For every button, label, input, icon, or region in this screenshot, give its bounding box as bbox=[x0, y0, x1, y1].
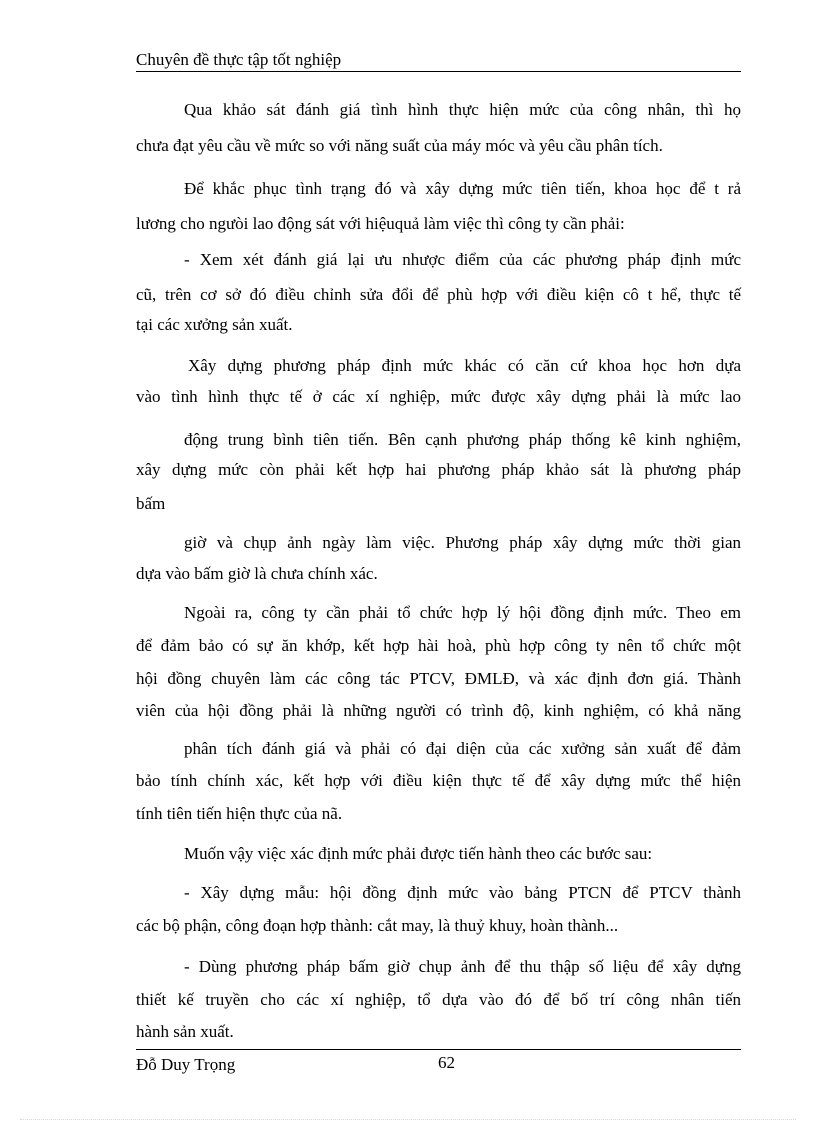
text-line: - Dùng phương pháp bấm giờ chụp ảnh để thu thập số liệu để xây dựng bbox=[184, 957, 741, 976]
text-line: dựa vào bấm giờ là chưa chính xác. bbox=[136, 564, 378, 583]
text-line: chưa đạt yêu cầu về mức so với năng suất của máy móc và yêu cầu phân tích. bbox=[136, 136, 663, 155]
text-line: bấm bbox=[136, 494, 166, 513]
page-number: 62 bbox=[438, 1053, 455, 1072]
text-line: hội đồng chuyên làm các công tác PTCV, ĐMLĐ, và xác định đơn giá. Thành bbox=[136, 669, 741, 688]
text-line: Qua khảo sát đánh giá tình hình thực hiện mức của công nhân, thì họ bbox=[184, 100, 741, 119]
text-line: phân tích đánh giá và phải có đại diện của các xưởng sản xuất để đảm bbox=[184, 739, 741, 758]
text-line: - Xem xét đánh giá lại ưu nhược điểm của các phương pháp định mức bbox=[184, 250, 741, 269]
page-bottom-edge bbox=[20, 1119, 796, 1120]
text-line: bảo tính chính xác, kết hợp với điều kiện thực tế để xây dựng mức thể hiện bbox=[136, 771, 741, 790]
text-line: để đảm bảo có sự ăn khớp, kết hợp hài hoà, phù hợp công ty nên tổ chức một bbox=[136, 636, 741, 655]
text-line: cũ, trên cơ sở đó điều chỉnh sửa đổi để phù hợp với điều kiện cô t hể, thực tế bbox=[136, 285, 741, 304]
text-line: thiết kế truyền cho các xí nghiệp, tổ dựa vào đó để bố trí công nhân tiến bbox=[136, 990, 741, 1009]
text-line: Muốn vậy việc xác định mức phải được tiến hành theo các bước sau: bbox=[184, 844, 653, 863]
text-line: hành sản xuất. bbox=[136, 1022, 234, 1041]
text-line: vào tình hình thực tế ở các xí nghiệp, mức được xây dựng phải là mức lao bbox=[136, 387, 741, 406]
text-line: tính tiên tiến hiện thực của nã. bbox=[136, 804, 343, 823]
text-line: Xây dựng phương pháp định mức khác có căn cứ khoa học hơn dựa bbox=[188, 356, 741, 375]
text-line: Để khắc phục tình trạng đó và xây dựng mức tiên tiến, khoa học để t rả bbox=[184, 179, 741, 198]
text-line: các bộ phận, công đoạn hợp thành: cắt may, là thuỷ khuy, hoàn thành... bbox=[136, 916, 619, 935]
footer-author: Đỗ Duy Trọng bbox=[136, 1055, 236, 1074]
text-line: giờ và chụp ảnh ngày làm việc. Phương pháp xây dựng mức thời gian bbox=[184, 533, 741, 552]
footer-divider bbox=[136, 1049, 741, 1050]
text-line: động trung bình tiên tiến. Bên cạnh phương pháp thống kê kinh nghiệm, bbox=[184, 430, 741, 449]
page-header: Chuyên đề thực tập tốt nghiệp bbox=[136, 49, 741, 72]
text-line: Ngoài ra, công ty cần phải tổ chức hợp lý hội đồng định mức. Theo em bbox=[184, 603, 741, 622]
text-line: - Xây dựng mẫu: hội đồng định mức vào bảng PTCN để PTCV thành bbox=[184, 883, 741, 902]
text-line: xây dựng mức còn phải kết hợp hai phương pháp khảo sát là phương pháp bbox=[136, 460, 741, 479]
text-line: lương cho ngưòi lao động sát với hiệuquả làm việc thì công ty cần phải: bbox=[136, 214, 625, 233]
text-line: tại các xưởng sản xuất. bbox=[136, 315, 293, 334]
text-line: viên của hội đồng phải là những người có trình độ, kinh nghiệm, có khả năng bbox=[136, 701, 741, 720]
